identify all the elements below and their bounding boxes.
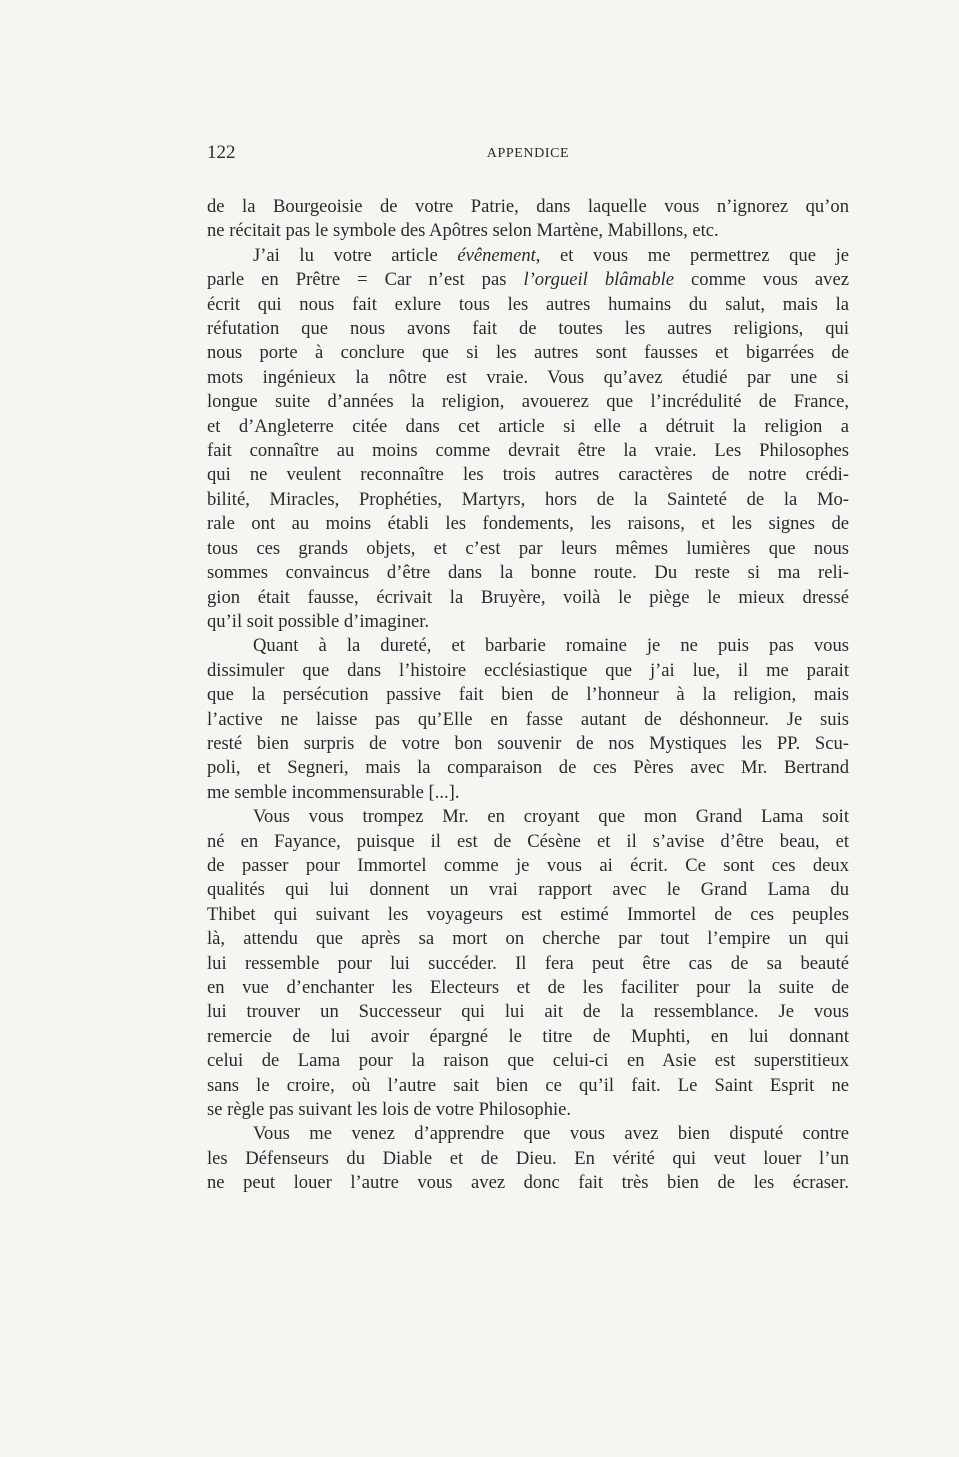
text-line: Thibet qui suivant les voyageurs est estimé Immortel de ces peuples	[207, 903, 849, 925]
paragraph	[207, 1122, 849, 1195]
text-line: de la Bourgeoisie de votre Patrie, dans laquelle vous n’ignorez qu’on	[207, 196, 849, 217]
text-line: poli, et Segneri, mais la comparaison de ces Pères avec Mr. Bertrand	[207, 757, 849, 779]
text-line: Quant à la dureté, et barbarie romaine je ne puis pas vous	[253, 635, 849, 657]
text-line: et d’Angleterre citée dans cet article si elle a détruit la religion a	[207, 415, 849, 437]
text-line: celui de Lama pour la raison que celui-ci en Asie est superstitieux	[207, 1050, 849, 1072]
text-line: né en Fayance, puisque il est de Césène et il s’avise d’être beau, et	[207, 830, 849, 852]
paragraph	[207, 634, 849, 805]
text-line: qui ne veulent reconnaître les trois autres caractères de notre crédi-	[207, 464, 849, 486]
text-line: lui ressemble pour lui succéder. Il fera peut être cas de sa beauté	[207, 952, 849, 974]
text-line: de passer pour Immortel comme je vous ai écrit. Ce sont ces deux	[207, 854, 849, 876]
text-line: rale ont au moins établi les fondements, les raisons, et les signes de	[207, 513, 849, 535]
text-line: bilité, Miracles, Prophéties, Martyrs, hors de la Sainteté de la Mo-	[207, 488, 849, 510]
text-line: nous porte à conclure que si les autres sont fausses et bigarrées de	[207, 342, 849, 364]
paragraph	[207, 195, 849, 244]
text-line: là, attendu que après sa mort on cherche par tout l’empire un qui	[207, 928, 849, 950]
text-line: resté bien surpris de votre bon souvenir de nos Mystiques les PP. Scu-	[207, 732, 849, 754]
text-line: écrit qui nous fait exlure tous les autres humains du salut, mais la	[207, 293, 849, 315]
running-head: APPENDICE	[486, 146, 570, 161]
text-line: me semble incommensurable [...].	[207, 781, 460, 803]
text-line: se règle pas suivant les lois de votre Philosophie.	[207, 1099, 572, 1121]
text-line: en vue d’enchanter les Electeurs et de les faciliter pour la suite de	[207, 977, 849, 998]
text-line: que la persécution passive fait bien de l’honneur à la religion, mais	[207, 684, 849, 706]
text-line: sommes convaincus d’être dans la bonne route. Du reste si ma reli-	[207, 562, 849, 584]
text-line: qualités qui lui donnent un vrai rapport avec le Grand Lama du	[207, 879, 849, 901]
text-line: remercie de lui avoir épargné le titre de Muphti, en lui donnant	[207, 1025, 849, 1047]
text-line: l’active ne laisse pas qu’Elle en fasse autant de déshonneur. Je suis	[207, 708, 849, 730]
text-line: ne peut louer l’autre vous avez donc fait très bien de les écraser.	[207, 1172, 849, 1194]
text-line: Vous me venez d’apprendre que vous avez bien disputé contre	[253, 1123, 849, 1145]
text-line: réfutation que nous avons fait de toutes les autres religions, qui	[207, 318, 849, 340]
text-line: gion était fausse, écrivait la Bruyère, voilà le piège le mieux dressé	[207, 586, 849, 608]
text-line: sans le croire, où l’autre sait bien ce qu’il fait. Le Saint Esprit ne	[207, 1074, 849, 1096]
text-line: lui trouver un Successeur qui lui ait de la ressemblance. Je vous	[207, 1001, 849, 1023]
paragraph	[207, 805, 849, 1122]
text-line: les Défenseurs du Diable et de Dieu. En vérité qui veut louer l’un	[207, 1147, 849, 1169]
text-line: tous ces grands objets, et c’est par leurs mêmes lumières que nous	[207, 537, 849, 559]
text-line: mots ingénieux la nôtre est vraie. Vous qu’avez étudié par une si	[207, 366, 849, 388]
text-line: ne récitait pas le symbole des Apôtres selon Martène, Mabillons, etc.	[207, 220, 719, 242]
text-line: fait connaître au moins comme devrait être la vraie. Les Philosophes	[207, 440, 849, 462]
text-line: qu’il soit possible d’imaginer.	[207, 610, 430, 632]
page-header	[207, 142, 849, 172]
body-text	[207, 195, 849, 1196]
text-line: J’ai lu votre article évênement, et vous me permettrez que je	[253, 244, 849, 266]
text-line: longue suite d’années la religion, avouerez que l’incrédulité de France,	[207, 391, 849, 413]
paragraph	[207, 244, 849, 635]
text-line: dissimuler que dans l’histoire ecclésiastique que j’ai lue, il me parait	[207, 659, 849, 681]
text-line: Vous vous trompez Mr. en croyant que mon Grand Lama soit	[253, 806, 849, 828]
text-line: parle en Prêtre = Car n’est pas l’orgueil blâmable comme vous avez	[207, 269, 849, 291]
page-number: 122	[207, 142, 236, 163]
